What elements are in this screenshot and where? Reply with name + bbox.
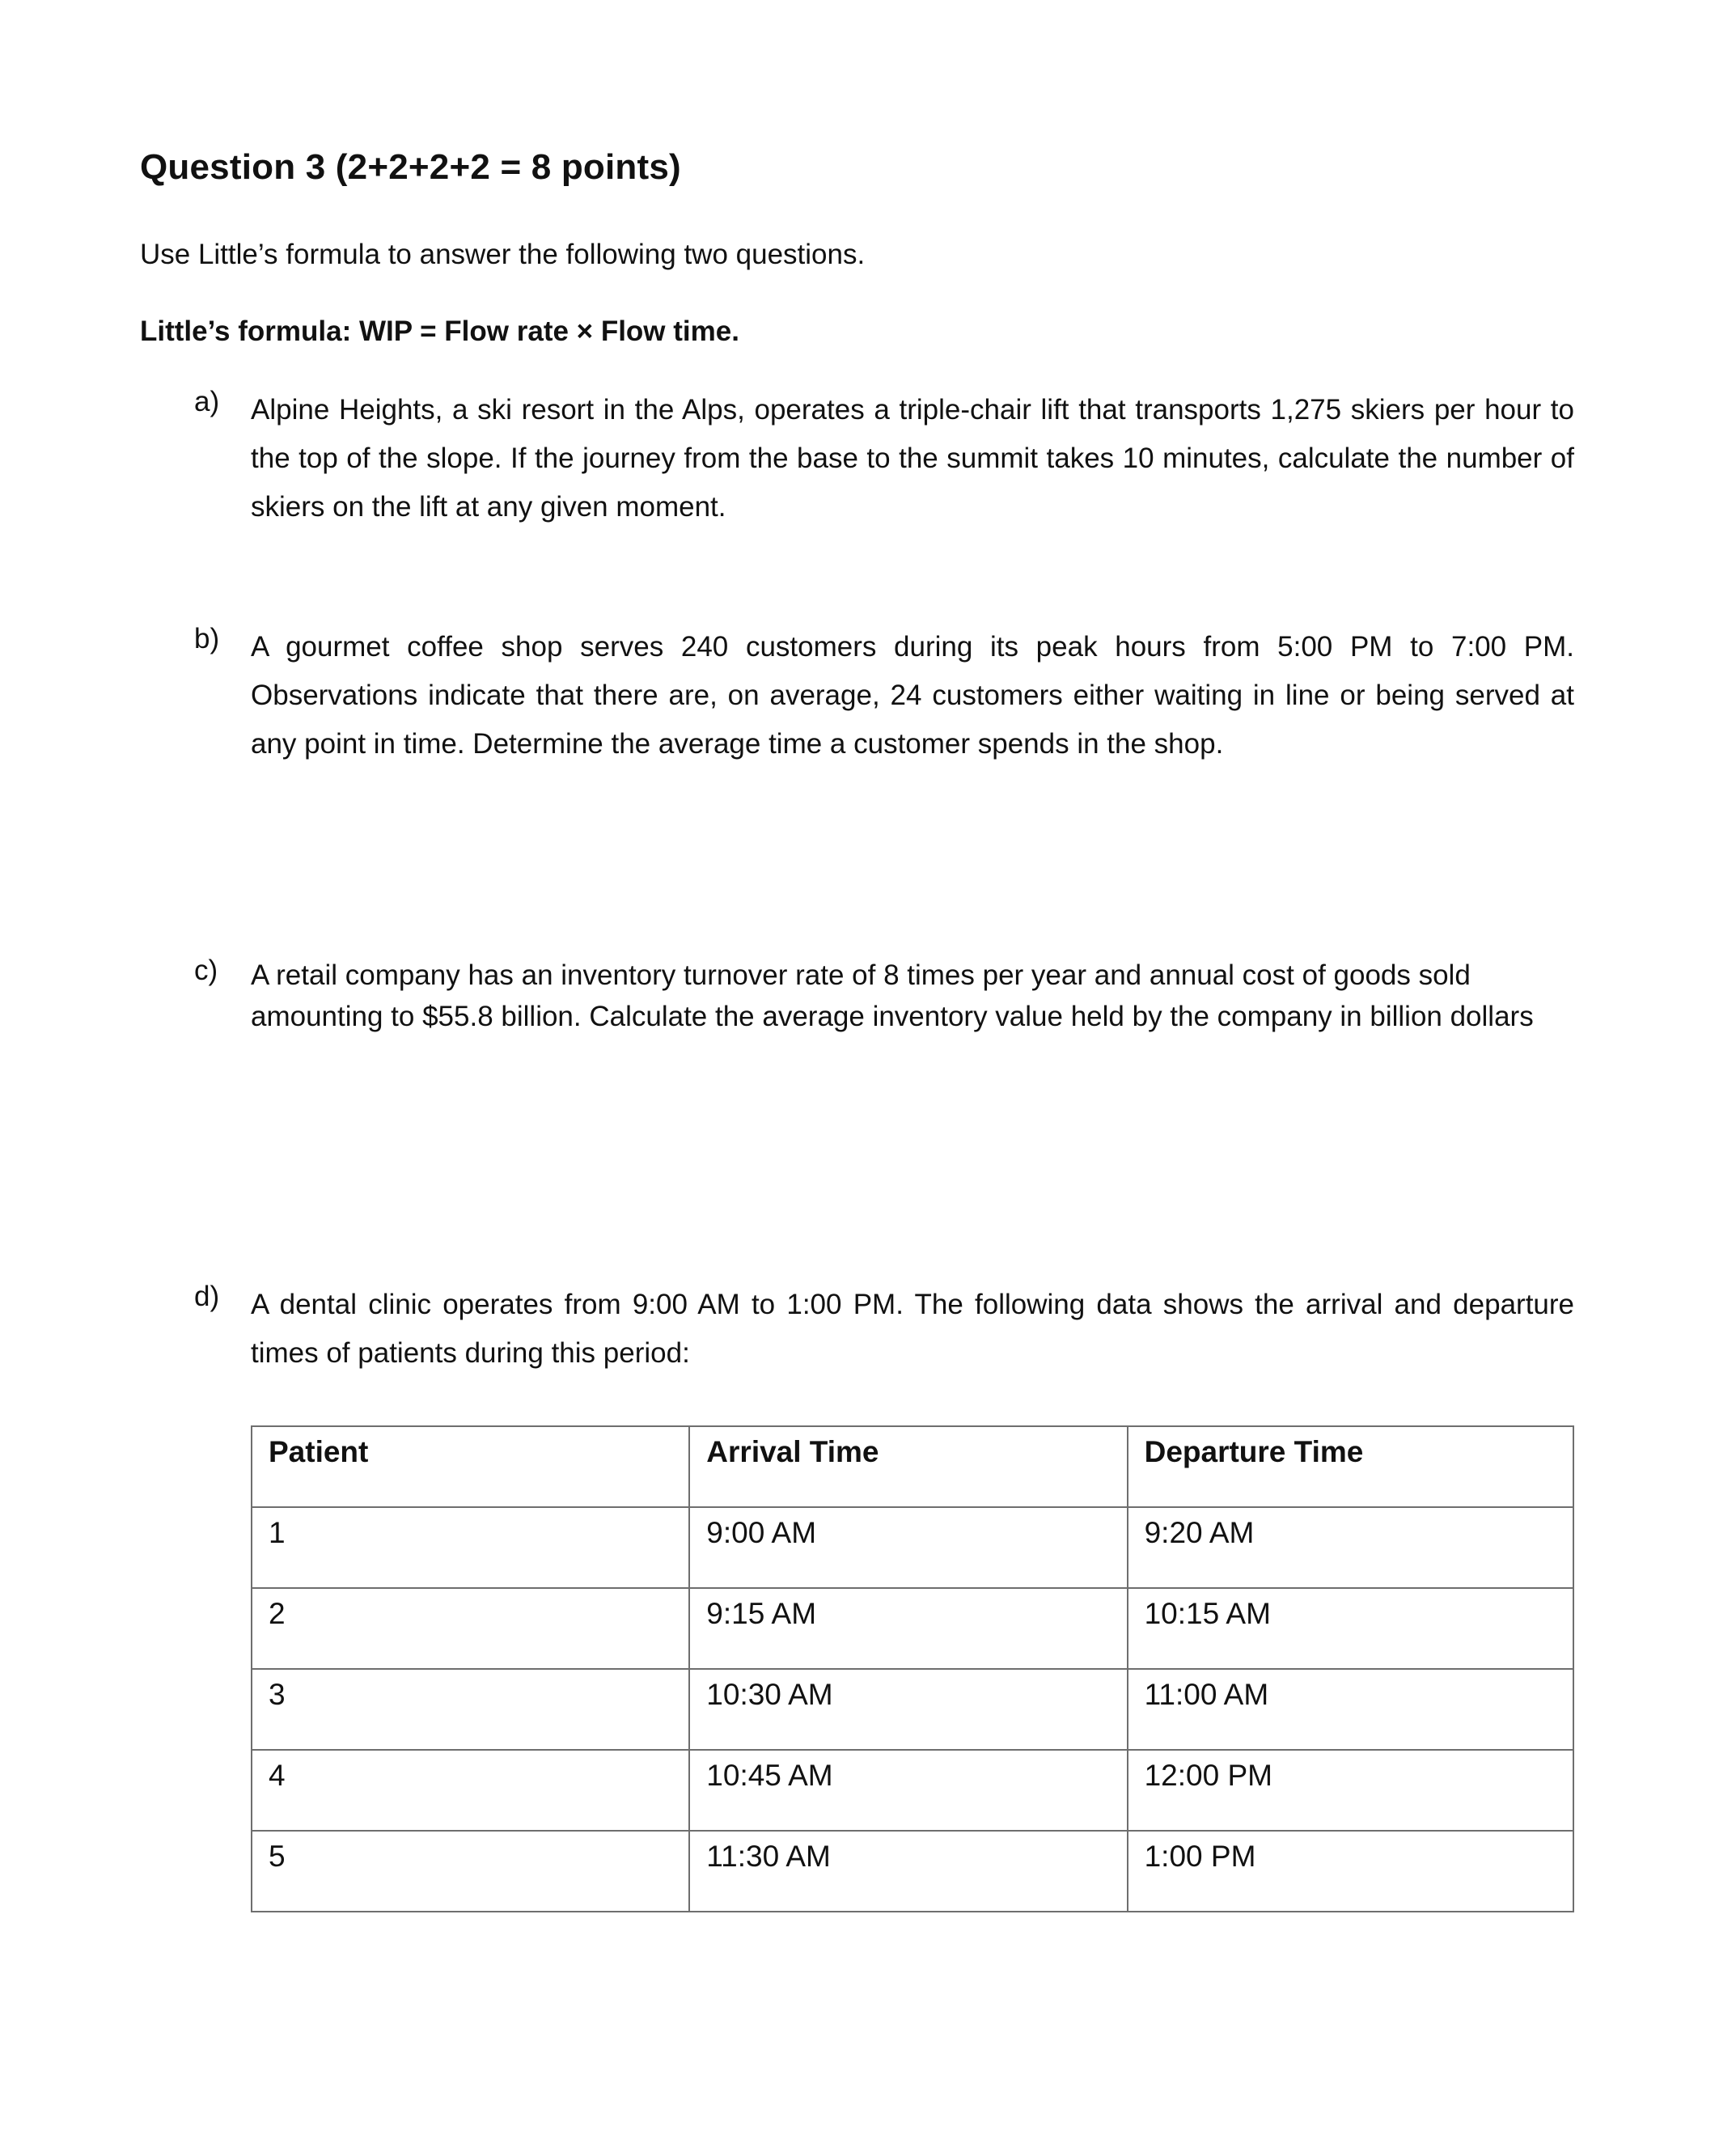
question-d (194, 1281, 1574, 1378)
cell-patient: 1 (252, 1507, 689, 1588)
question-d-label: d) (194, 1281, 220, 1312)
question-c (194, 955, 1574, 1037)
question-a (194, 386, 1574, 532)
question-c-label: c) (194, 955, 218, 986)
cell-departure: 12:00 PM (1128, 1750, 1573, 1831)
header-arrival-time: Arrival Time (689, 1426, 1127, 1507)
cell-departure: 11:00 AM (1128, 1669, 1573, 1750)
cell-patient: 3 (252, 1669, 689, 1750)
cell-arrival: 9:15 AM (689, 1588, 1127, 1669)
table-row (252, 1669, 1573, 1750)
cell-arrival: 10:30 AM (689, 1669, 1127, 1750)
cell-arrival: 9:00 AM (689, 1507, 1127, 1588)
question-d-text: A dental clinic operates from 9:00 AM to 1:00 PM. The following data shows the arrival and departure times of patients during this period: (251, 1289, 1574, 1369)
question-title: Question 3 (2+2+2+2 = 8 points) (140, 147, 681, 187)
table-row (252, 1507, 1573, 1588)
cell-departure: 1:00 PM (1128, 1831, 1573, 1912)
question-a-text: Alpine Heights, a ski resort in the Alps, operates a triple-chair lift that transports 1,275 skiers per hour to the top of the slope. If the journey from the base to the summit takes 10 minutes, calculate the number of skiers on the lift at any given moment. (251, 394, 1574, 523)
cell-departure: 9:20 AM (1128, 1507, 1573, 1588)
question-c-text: A retail company has an inventory turnover rate of 8 times per year and annual cost of goods sold amounting to $55.8 billion. Calculate the average inventory value held by the company in billion dollars (251, 959, 1534, 1032)
cell-arrival: 10:45 AM (689, 1750, 1127, 1831)
cell-patient: 5 (252, 1831, 689, 1912)
cell-arrival: 11:30 AM (689, 1831, 1127, 1912)
patient-times-table (251, 1425, 1574, 1912)
table-row (252, 1588, 1573, 1669)
cell-patient: 2 (252, 1588, 689, 1669)
table-row (252, 1750, 1573, 1831)
question-a-label: a) (194, 386, 220, 417)
question-b-text: A gourmet coffee shop serves 240 customers during its peak hours from 5:00 PM to 7:00 PM. Observations indicate that there are, on average, 24 customers either waiting in line or being served at any point in time. Determine the average time a customer spends in the shop. (251, 631, 1574, 760)
header-departure-time: Departure Time (1128, 1426, 1573, 1507)
cell-departure: 10:15 AM (1128, 1588, 1573, 1669)
question-b-label: b) (194, 623, 220, 654)
cell-patient: 4 (252, 1750, 689, 1831)
header-patient: Patient (252, 1426, 689, 1507)
intro-text: Use Little’s formula to answer the following two questions. (140, 239, 866, 270)
question-b (194, 623, 1574, 769)
table-row (252, 1831, 1573, 1912)
table-header-row (252, 1426, 1573, 1507)
formula-text: Little’s formula: WIP = Flow rate × Flow time. (140, 316, 739, 347)
